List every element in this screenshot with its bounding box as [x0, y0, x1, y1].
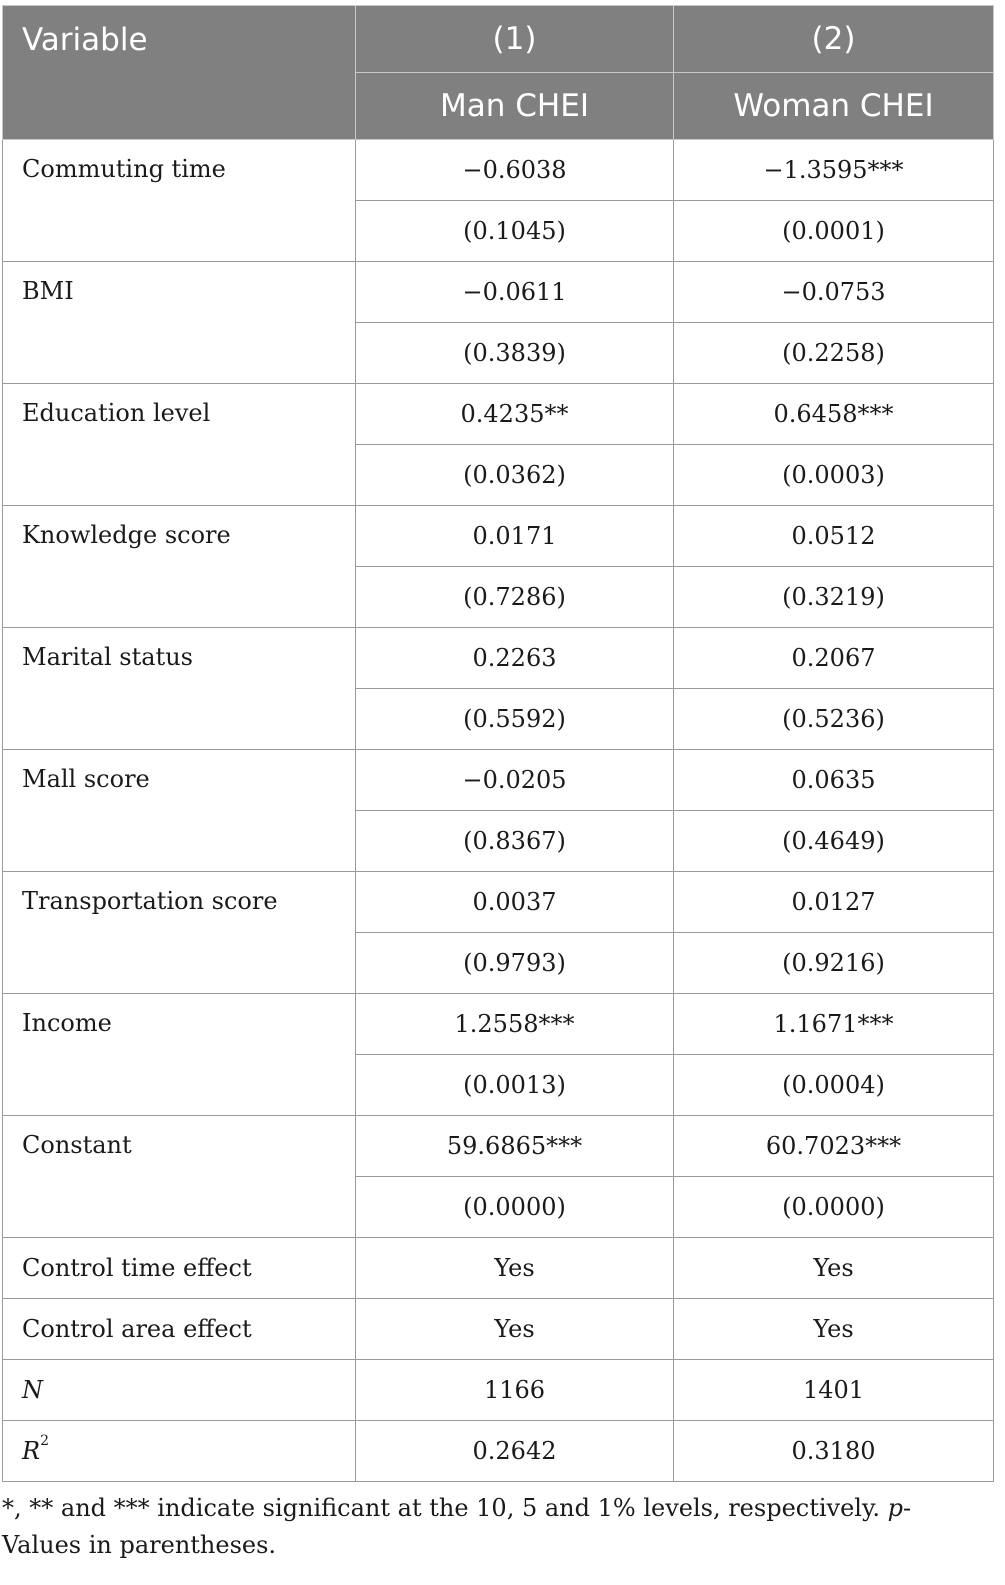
coef-man: −0.6038 [356, 140, 674, 201]
coef-man: 0.0037 [356, 872, 674, 933]
table-row [3, 140, 994, 201]
pvalue-woman: (0.4649) [674, 811, 994, 872]
coef-man: 0.4235** [356, 384, 674, 445]
value-man: Yes [356, 1299, 674, 1360]
value-man: Yes [356, 1238, 674, 1299]
table-row [3, 1238, 994, 1299]
row-label: Marital status [3, 628, 356, 750]
row-label: Income [3, 994, 356, 1116]
pvalue-man: (0.5592) [356, 689, 674, 750]
coef-man: −0.0205 [356, 750, 674, 811]
coef-man: 59.6865*** [356, 1116, 674, 1177]
table-row [3, 994, 994, 1055]
table-row [3, 750, 994, 811]
table-row [3, 506, 994, 567]
table-body [3, 140, 994, 1482]
coef-woman: 60.7023*** [674, 1116, 994, 1177]
pvalue-woman: (0.5236) [674, 689, 994, 750]
pvalue-man: (0.3839) [356, 323, 674, 384]
footnote-text-1: *, ** and *** indicate significant at the 10, 5 and 1% levels, respectively. [2, 1494, 888, 1522]
table-row [3, 1116, 994, 1177]
row-label: Commuting time [3, 140, 356, 262]
pvalue-woman: (0.0004) [674, 1055, 994, 1116]
coef-woman: −1.3595*** [674, 140, 994, 201]
row-label: BMI [3, 262, 356, 384]
coef-woman: 0.0127 [674, 872, 994, 933]
pvalue-man: (0.9793) [356, 933, 674, 994]
coef-man: −0.0611 [356, 262, 674, 323]
pvalue-woman: (0.2258) [674, 323, 994, 384]
row-label: Mall score [3, 750, 356, 872]
pvalue-woman: (0.0000) [674, 1177, 994, 1238]
table-row [3, 872, 994, 933]
table-footnote [2, 1490, 942, 1564]
col1-number-header: (1) [356, 6, 674, 73]
pvalue-man: (0.0013) [356, 1055, 674, 1116]
regression-table [2, 5, 994, 1482]
table-row [3, 1299, 994, 1360]
coef-woman: −0.0753 [674, 262, 994, 323]
table-row [3, 384, 994, 445]
coef-woman: 0.0635 [674, 750, 994, 811]
row-label: Control area effect [3, 1299, 356, 1360]
pvalue-man: (0.0000) [356, 1177, 674, 1238]
coef-man: 0.0171 [356, 506, 674, 567]
variable-header: Variable [3, 6, 356, 140]
col1-name-header: Man CHEI [356, 73, 674, 140]
col2-number-header: (2) [674, 6, 994, 73]
pvalue-woman: (0.9216) [674, 933, 994, 994]
pvalue-man: (0.0362) [356, 445, 674, 506]
value-woman: 1401 [674, 1360, 994, 1421]
pvalue-man: (0.8367) [356, 811, 674, 872]
pvalue-woman: (0.0001) [674, 201, 994, 262]
coef-woman: 0.6458*** [674, 384, 994, 445]
row-label: Control time effect [3, 1238, 356, 1299]
col2-name-header: Woman CHEI [674, 73, 994, 140]
header-row-1 [3, 6, 994, 73]
r2-superscript: 2 [40, 1433, 49, 1449]
coef-woman: 1.1671*** [674, 994, 994, 1055]
row-label-r2 [3, 1421, 356, 1482]
footnote-text-2: -Values in parentheses. [2, 1494, 912, 1559]
regression-table-container [2, 5, 993, 1482]
pvalue-woman: (0.3219) [674, 567, 994, 628]
coef-woman: 0.2067 [674, 628, 994, 689]
row-label: Constant [3, 1116, 356, 1238]
r2-symbol: R [22, 1437, 41, 1465]
pvalue-man: (0.7286) [356, 567, 674, 628]
coef-woman: 0.0512 [674, 506, 994, 567]
value-woman: Yes [674, 1238, 994, 1299]
row-label: Knowledge score [3, 506, 356, 628]
value-man: 0.2642 [356, 1421, 674, 1482]
table-row [3, 1421, 994, 1482]
coef-man: 1.2558*** [356, 994, 674, 1055]
row-label: Education level [3, 384, 356, 506]
coef-man: 0.2263 [356, 628, 674, 689]
value-man: 1166 [356, 1360, 674, 1421]
table-row [3, 628, 994, 689]
row-label-n: N [3, 1360, 356, 1421]
row-label: Transportation score [3, 872, 356, 994]
pvalue-man: (0.1045) [356, 201, 674, 262]
value-woman: Yes [674, 1299, 994, 1360]
footnote-p-italic: p [887, 1494, 903, 1522]
table-row [3, 1360, 994, 1421]
value-woman: 0.3180 [674, 1421, 994, 1482]
table-header [3, 6, 994, 140]
table-row [3, 262, 994, 323]
pvalue-woman: (0.0003) [674, 445, 994, 506]
